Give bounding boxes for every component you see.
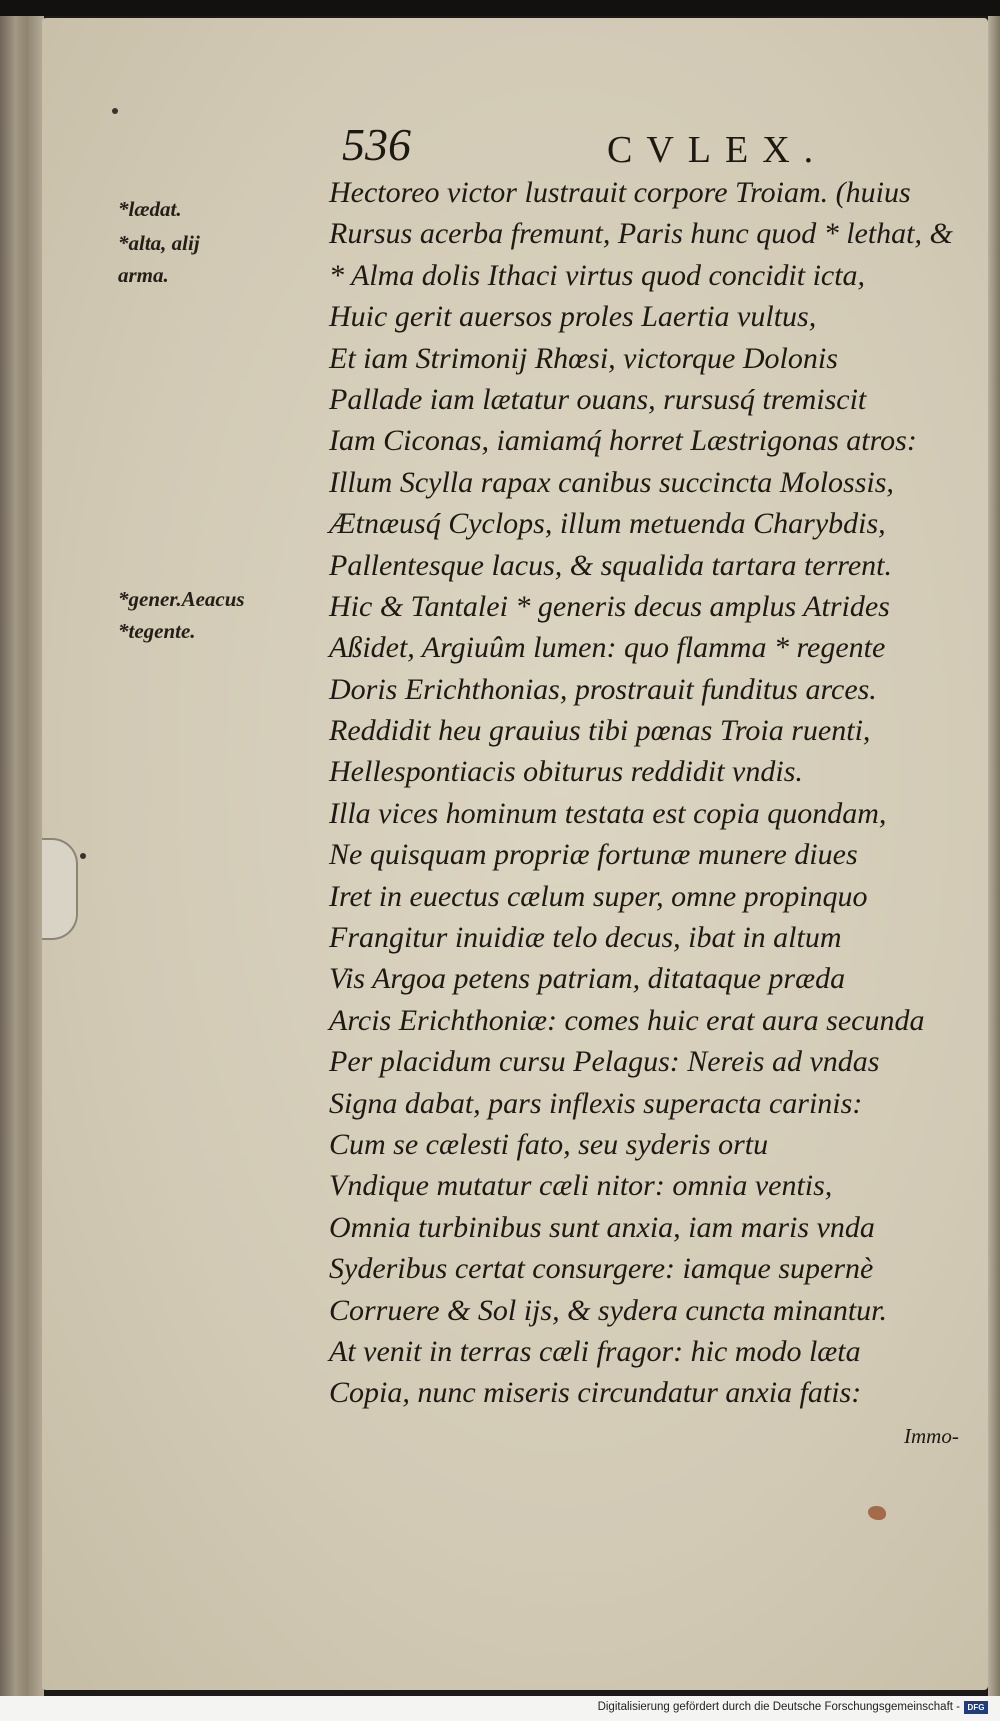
verse-line: Illum Scylla rapax canibus succincta Molossis, bbox=[329, 465, 894, 499]
marginal-note: *lædat. bbox=[118, 197, 182, 221]
dfg-logo: DFG bbox=[964, 1701, 988, 1714]
verse-line: Hic & Tantalei * generis decus amplus Atrides bbox=[329, 589, 890, 623]
marginal-note: *tegente. bbox=[118, 619, 196, 643]
verse-line: Pallade iam lætatur ouans, rursusq́ tremiscit bbox=[329, 382, 867, 416]
catchword: Immo- bbox=[904, 1424, 959, 1448]
verse-line: Iret in euectus cælum super, omne propinquo bbox=[329, 879, 868, 913]
verse-line: Hellespontiacis obiturus reddidit vndis. bbox=[329, 755, 803, 789]
marginal-note: arma. bbox=[118, 263, 169, 287]
verse-line: Syderibus certat consurgere: iamque supernè bbox=[329, 1252, 874, 1286]
verse-line: At venit in terras cæli fragor: hic modo læta bbox=[329, 1334, 861, 1368]
verse-line: Iam Ciconas, iamiamq́ horret Læstrigonas atros: bbox=[329, 424, 917, 458]
verse-line: Et iam Strimonij Rhœsi, victorque Dolonis bbox=[329, 341, 838, 375]
book-page bbox=[42, 18, 988, 1690]
running-title: CVLEX. bbox=[607, 129, 828, 171]
verse-line: Frangitur inuidiæ telo decus, ibat in altum bbox=[329, 921, 842, 955]
page-number: 536 bbox=[342, 119, 411, 170]
book-page-edges bbox=[0, 16, 44, 1696]
verse-line: Copia, nunc miseris circundatur anxia fatis: bbox=[329, 1376, 862, 1410]
verse-line: Hectoreo victor lustrauit corpore Troiam. (huius bbox=[329, 176, 911, 209]
marginal-note: *alta, alij bbox=[118, 231, 200, 255]
marginal-note: *gener.Aeacus bbox=[118, 587, 245, 611]
verse-line: Cum se cælesti fato, seu syderis ortu bbox=[329, 1127, 769, 1161]
funding-credit: Digitalisierung gefördert durch die Deutsche Forschungsgemeinschaft - bbox=[597, 1701, 960, 1713]
verse-line: Ne quisquam propriæ fortunæ munere diues bbox=[329, 838, 858, 872]
verse-line: Corruere & Sol ijs, & sydera cuncta minantur. bbox=[329, 1293, 888, 1327]
ink-dot bbox=[80, 853, 86, 859]
verse-line: Ætnæusq́ Cyclops, illum metuenda Charybdis, bbox=[329, 507, 886, 541]
page-header bbox=[342, 118, 862, 178]
rust-stain bbox=[868, 1506, 886, 1520]
verse-line: Huic gerit auersos proles Laertia vultus, bbox=[329, 300, 817, 334]
ink-dot bbox=[112, 108, 118, 114]
verse-line: Aßidet, Argiuûm lumen: quo flamma * regente bbox=[329, 631, 886, 665]
verse-line: Pallentesque lacus, & squalida tartara terrent. bbox=[329, 548, 893, 582]
clip-clasp bbox=[42, 838, 78, 940]
verse-line: Illa vices hominum testata est copia quondam, bbox=[329, 796, 887, 830]
top-dark-strip bbox=[0, 0, 1000, 16]
verse-line: Omnia turbinibus sunt anxia, iam maris vnda bbox=[329, 1210, 875, 1244]
verse-line: Reddidit heu grauius tibi pœnas Troia ruenti, bbox=[329, 714, 871, 748]
verse-text-block bbox=[329, 172, 1000, 1414]
verse-line: Per placidum cursu Pelagus: Nereis ad vndas bbox=[329, 1045, 880, 1079]
verse-line: * Alma dolis Ithaci virtus quod concidit icta, bbox=[329, 258, 866, 292]
verse-line: Vndique mutatur cæli nitor: omnia ventis, bbox=[329, 1169, 833, 1203]
verse-line: Vis Argoa petens patriam, ditataque præda bbox=[329, 962, 846, 996]
verse-line: Signa dabat, pars inflexis superacta carinis: bbox=[329, 1086, 863, 1120]
verse-line: Doris Erichthonias, prostrauit funditus arces. bbox=[329, 672, 877, 706]
verse-line: Rursus acerba fremunt, Paris hunc quod * lethat, & bbox=[329, 217, 953, 251]
digitization-footer bbox=[0, 1696, 1000, 1721]
verse-line: Arcis Erichthoniæ: comes huic erat aura secunda bbox=[329, 1003, 925, 1037]
